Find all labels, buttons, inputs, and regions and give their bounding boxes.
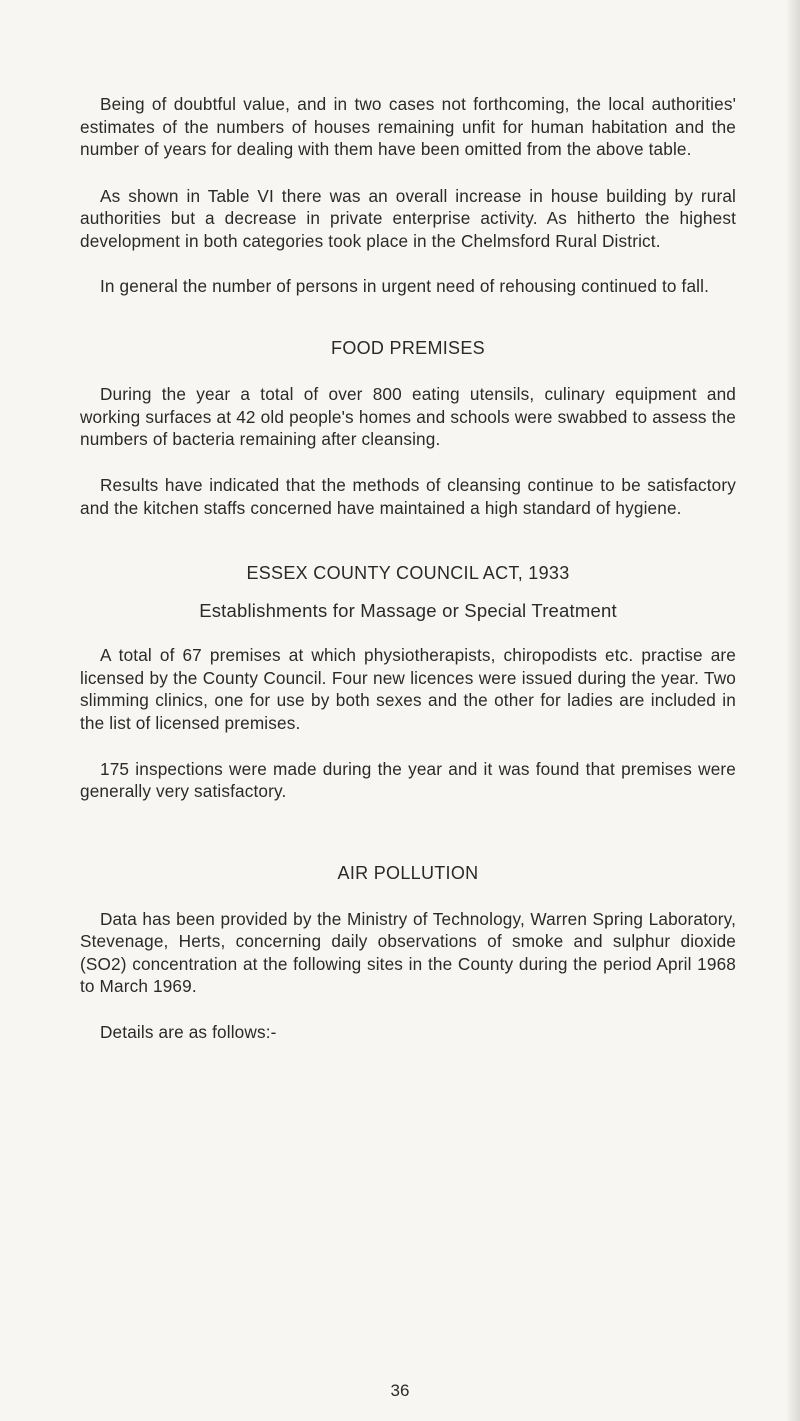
housing-omission-paragraph: Being of doubtful value, and in two cases not forthcoming, the local authorities' estimates of the numbers of houses remaining unfit for human habitation and the number of years for dealing with them have been omitted from the above table.	[80, 94, 736, 160]
food-premises-paragraph-1: During the year a total of over 800 eating utensils, culinary equipment and working surfaces at 42 old people's homes and schools were swabbed to assess the numbers of bacteria remaining after cleansing.	[80, 384, 736, 450]
air-pollution-paragraph: Data has been provided by the Ministry of Technology, Warren Spring Laboratory, Stevenage, Herts, concerning daily observations of smoke and sulphur dioxide (SO2) concentration at the following sites in the County during the period April 1968 to March 1969.	[80, 908, 736, 997]
rehousing-paragraph: In general the number of persons in urgent need of rehousing continued to fall.	[100, 275, 710, 296]
air-pollution-heading: AIR POLLUTION	[337, 862, 479, 883]
essex-act-heading: ESSEX COUNTY COUNCIL ACT, 1933	[246, 563, 570, 584]
details-follow-paragraph: Details are as follows:-	[100, 1022, 277, 1043]
page-edge-shadow	[786, 0, 800, 1421]
document-page	[80, 93, 736, 1044]
house-building-paragraph: As shown in Table VI there was an overall increase in house building by rural authorities but a decrease in private enterprise activity. As hitherto the highest development in both categories took place in the Chelmsford Rural District.	[80, 185, 736, 251]
food-premises-heading: FOOD PREMISES	[331, 338, 485, 359]
food-premises-paragraph-2: Results have indicated that the methods of cleansing continue to be satisfactory and the kitchen staffs concerned have maintained a high standard of hygiene.	[80, 474, 736, 518]
massage-establishments-subheading: Establishments for Massage or Special Treatment	[199, 600, 617, 622]
page-number: 36	[390, 1381, 410, 1400]
massage-premises-paragraph: A total of 67 premises at which physiotherapists, chiropodists etc. practise are licensed by the County Council. Four new licences were issued during the year. Two slimming clinics, one for use by both sexes and the other for ladies are included in the list of licensed premises.	[80, 645, 736, 733]
inspections-paragraph: 175 inspections were made during the year and it was found that premises were generally very satisfactory.	[80, 758, 736, 802]
